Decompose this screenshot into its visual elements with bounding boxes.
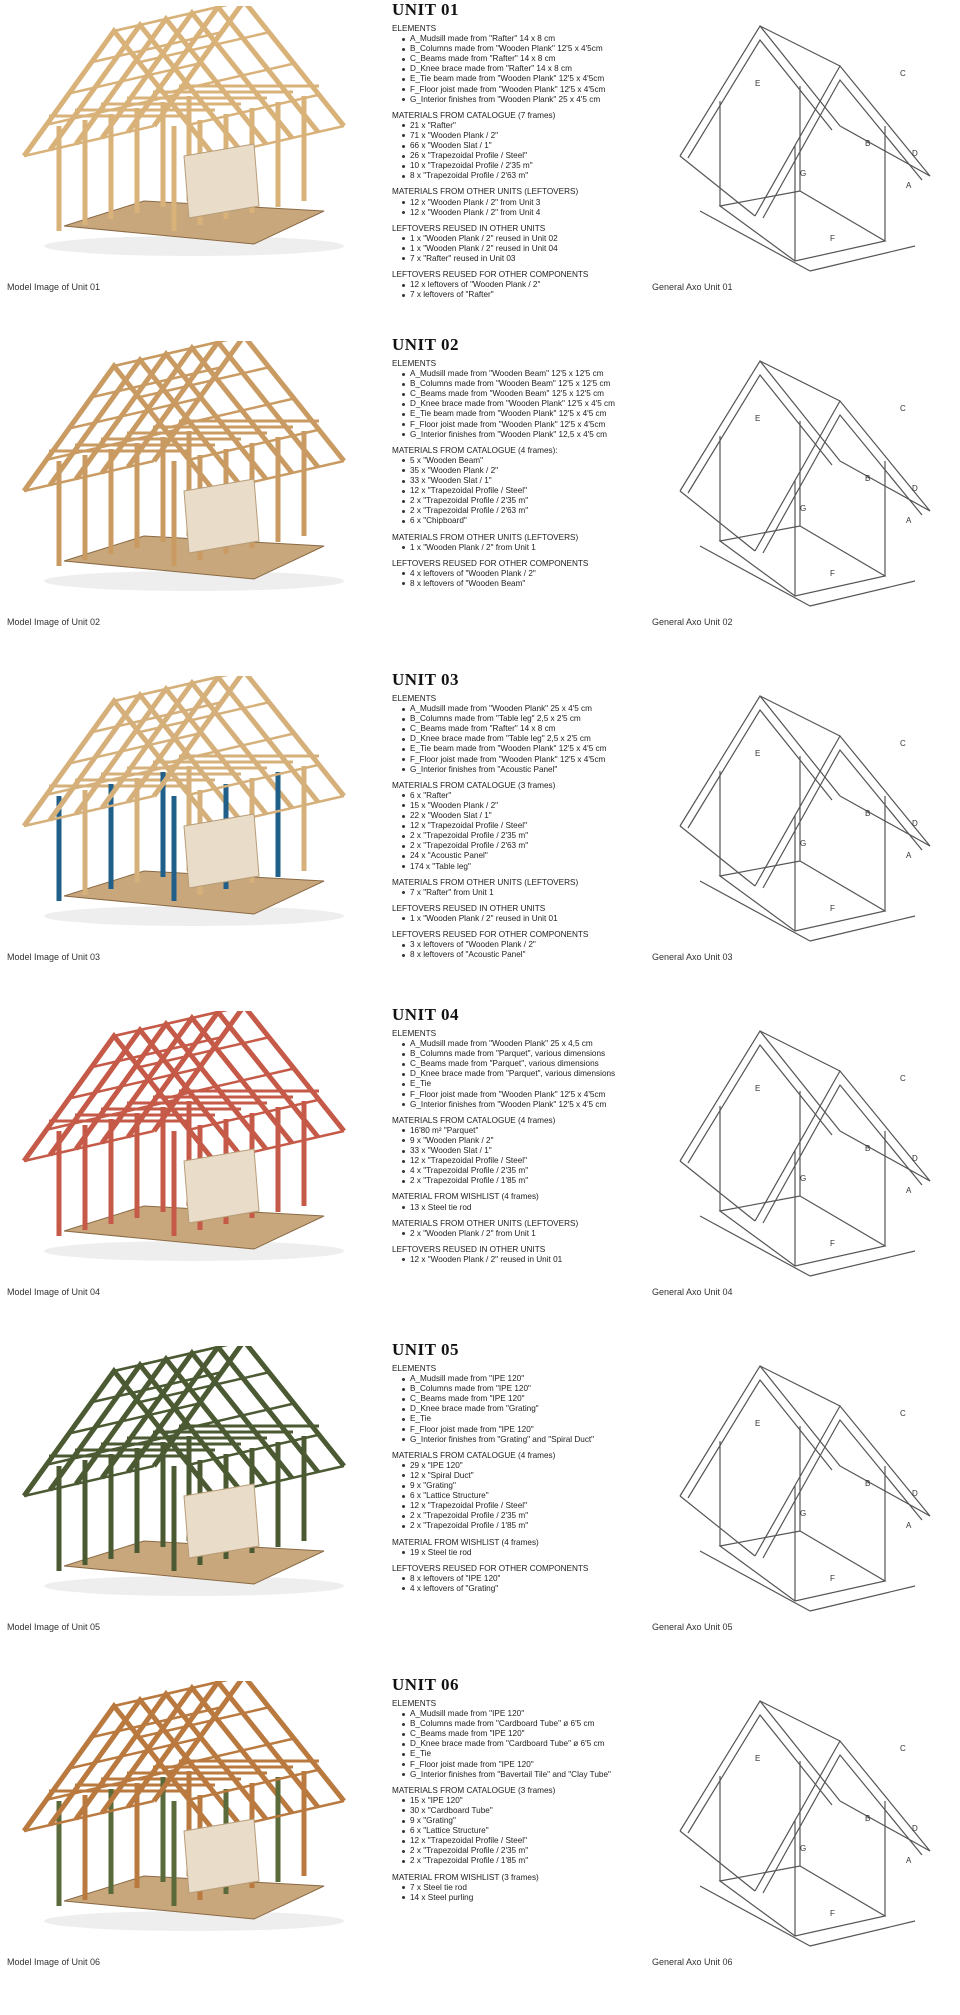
list-item: C_Beams made from "Rafter" 14 x 8 cm xyxy=(402,54,654,64)
axo-label-g: G xyxy=(800,1509,807,1518)
list-item: A_Mudsill made from "IPE 120" xyxy=(402,1374,654,1384)
list-item: A_Mudsill made from "Wooden Plank" 25 x 4,5 cm xyxy=(402,1039,654,1049)
material-list xyxy=(392,888,654,898)
section-heading: ELEMENTS xyxy=(392,694,437,703)
material-section xyxy=(392,224,654,264)
list-item: 8 x leftovers of "Acoustic Panel" xyxy=(402,950,654,960)
material-list xyxy=(392,1796,654,1867)
axo-label-b: B xyxy=(865,1144,871,1153)
axo-label-a: A xyxy=(906,1521,912,1530)
material-section xyxy=(392,1786,654,1867)
list-item: D_Knee brace made from "Parquet", various dimensions xyxy=(402,1069,654,1079)
material-list xyxy=(392,34,654,105)
axo-label-a: A xyxy=(906,1856,912,1865)
list-item: A_Mudsill made from "Wooden Beam" 12'5 x 12'5 cm xyxy=(402,369,654,379)
model-image xyxy=(4,1011,368,1283)
axo-label-f: F xyxy=(830,1574,835,1583)
unit-description xyxy=(392,670,654,966)
axo-drawing xyxy=(680,361,930,606)
axo-label-g: G xyxy=(800,169,807,178)
axo-label-c: C xyxy=(900,1409,906,1418)
list-item: F_Floor joist made from "Wooden Plank" 12'5 x 4'5cm xyxy=(402,85,654,95)
axo-caption: General Axo Unit 01 xyxy=(652,282,733,292)
section-heading: LEFTOVERS REUSED IN OTHER UNITS xyxy=(392,223,546,233)
material-section xyxy=(392,359,654,440)
material-section xyxy=(392,446,654,527)
material-list xyxy=(392,791,654,872)
axo-label-f: F xyxy=(830,1239,835,1248)
list-item: D_Knee brace made from "Grating" xyxy=(402,1404,654,1414)
material-section xyxy=(392,1699,654,1780)
material-list xyxy=(392,121,654,182)
list-item: 29 x "IPE 120" xyxy=(402,1461,654,1471)
section-heading: MATERIAL FROM WISHLIST (4 frames) xyxy=(392,1192,539,1202)
axo-illustration xyxy=(660,1346,960,1618)
material-section xyxy=(392,1451,654,1532)
material-list xyxy=(392,1229,654,1239)
axo-label-d: D xyxy=(912,819,918,828)
list-item: 33 x "Wooden Slat / 1" xyxy=(402,476,654,486)
axo-illustration xyxy=(660,1011,960,1283)
list-item: F_Floor joist made from "Wooden Plank" 12'5 x 4'5cm xyxy=(402,420,654,430)
axo-label-f: F xyxy=(830,1909,835,1918)
model-illustration xyxy=(4,1346,368,1618)
material-section xyxy=(392,1245,654,1265)
list-item: 6 x "Rafter" xyxy=(402,791,654,801)
axo-label-f: F xyxy=(830,569,835,578)
list-item: 2 x "Trapezoidal Profile / 2'63 m" xyxy=(402,841,654,851)
material-list xyxy=(392,914,654,924)
list-item: E_Tie beam made from "Wooden Plank" 12'5 x 4'5cm xyxy=(402,74,654,84)
list-item: C_Beams made from "Wooden Beam" 12'5 x 12'5 cm xyxy=(402,389,654,399)
unit-section-2 xyxy=(0,335,960,655)
axo-label-a: A xyxy=(906,181,912,190)
list-item: G_Interior finishes from "Bavertail Tile" and "Clay Tube" xyxy=(402,1770,654,1780)
section-heading: ELEMENTS xyxy=(392,359,437,368)
model-illustration xyxy=(4,1681,368,1953)
list-item: E_Tie xyxy=(402,1749,654,1759)
axo-drawing xyxy=(680,1366,930,1611)
list-item: 2 x "Trapezoidal Profile / 1'85 m" xyxy=(402,1521,654,1531)
axo-label-e: E xyxy=(755,749,761,758)
list-item: E_Tie beam made from "Wooden Plank" 12'5 x 4'5 cm xyxy=(402,744,654,754)
axo-drawing xyxy=(680,696,930,941)
list-item: E_Tie beam made from "Wooden Plank" 12'5 x 4'5 cm xyxy=(402,409,654,419)
list-item: 24 x "Acoustic Panel" xyxy=(402,851,654,861)
section-heading: LEFTOVERS REUSED IN OTHER UNITS xyxy=(392,1244,546,1254)
section-heading: MATERIAL FROM WISHLIST (4 frames) xyxy=(392,1537,539,1547)
axo-label-a: A xyxy=(906,851,912,860)
material-section xyxy=(392,533,654,553)
list-item: G_Interior finishes from "Wooden Plank" 25 x 4'5 cm xyxy=(402,95,654,105)
section-heading: MATERIALS FROM CATALOGUE (4 frames): xyxy=(392,445,558,455)
section-heading: MATERIAL FROM WISHLIST (3 frames) xyxy=(392,1872,539,1882)
axo-label-g: G xyxy=(800,504,807,513)
section-heading: MATERIALS FROM CATALOGUE (3 frames) xyxy=(392,1785,556,1795)
material-list xyxy=(392,1255,654,1265)
list-item: F_Floor joist made from "IPE 120" xyxy=(402,1425,654,1435)
material-list xyxy=(392,456,654,527)
list-item: 19 x Steel tie rod xyxy=(402,1548,654,1558)
model-caption: Model Image of Unit 03 xyxy=(7,952,101,962)
list-item: B_Columns made from "Wooden Plank" 12'5 x 4'5cm xyxy=(402,44,654,54)
axo-caption: General Axo Unit 03 xyxy=(652,952,733,962)
axo-image xyxy=(660,1681,960,1953)
list-item: E_Tie xyxy=(402,1414,654,1424)
list-item: 4 x leftovers of "Grating" xyxy=(402,1584,654,1594)
model-image xyxy=(4,1346,368,1618)
axo-label-f: F xyxy=(830,904,835,913)
material-section xyxy=(392,1538,654,1558)
axo-label-a: A xyxy=(906,516,912,525)
list-item: C_Beams made from "IPE 120" xyxy=(402,1729,654,1739)
axo-label-f: F xyxy=(830,234,835,243)
model-image xyxy=(4,6,368,278)
list-item: 15 x "IPE 120" xyxy=(402,1796,654,1806)
material-section xyxy=(392,1564,654,1594)
list-item: 12 x leftovers of "Wooden Plank / 2" xyxy=(402,280,654,290)
list-item: G_Interior finishes from "Wooden Plank" 12,5 x 4'5 cm xyxy=(402,430,654,440)
material-list xyxy=(392,369,654,440)
list-item: 2 x "Trapezoidal Profile / 1'85 m" xyxy=(402,1176,654,1186)
axo-image xyxy=(660,341,960,613)
model-image xyxy=(4,341,368,613)
axo-label-c: C xyxy=(900,69,906,78)
material-list xyxy=(392,234,654,264)
list-item: 26 x "Trapezoidal Profile / Steel" xyxy=(402,151,654,161)
unit-title: UNIT 01 xyxy=(392,0,459,19)
material-section xyxy=(392,1192,654,1212)
axo-label-d: D xyxy=(912,149,918,158)
list-item: 1 x "Wooden Plank / 2" from Unit 1 xyxy=(402,543,654,553)
material-list xyxy=(392,569,654,589)
material-section xyxy=(392,1219,654,1239)
axo-caption: General Axo Unit 04 xyxy=(652,1287,733,1297)
model-illustration xyxy=(4,1011,368,1283)
axo-label-b: B xyxy=(865,474,871,483)
list-item: 12 x "Wooden Plank / 2" from Unit 3 xyxy=(402,198,654,208)
axo-image xyxy=(660,6,960,278)
list-item: 10 x "Trapezoidal Profile / 2'35 m" xyxy=(402,161,654,171)
list-item: F_Floor joist made from "IPE 120" xyxy=(402,1760,654,1770)
list-item: 7 x "Rafter" from Unit 1 xyxy=(402,888,654,898)
material-section xyxy=(392,694,654,775)
material-section xyxy=(392,1029,654,1110)
axo-drawing xyxy=(680,1701,930,1946)
list-item: C_Beams made from "IPE 120" xyxy=(402,1394,654,1404)
list-item: D_Knee brace made from "Cardboard Tube" ø 6'5 cm xyxy=(402,1739,654,1749)
list-item: 6 x "Chipboard" xyxy=(402,516,654,526)
list-item: 4 x "Trapezoidal Profile / 2'35 m" xyxy=(402,1166,654,1176)
unit-section-6 xyxy=(0,1675,960,1995)
axo-label-b: B xyxy=(865,1814,871,1823)
section-heading: MATERIALS FROM OTHER UNITS (LEFTOVERS) xyxy=(392,187,579,197)
model-illustration xyxy=(4,676,368,948)
unit-section-3 xyxy=(0,670,960,990)
list-item: A_Mudsill made from "Wooden Plank" 25 x 4'5 cm xyxy=(402,704,654,714)
axo-label-b: B xyxy=(865,1479,871,1488)
list-item: 9 x "Grating" xyxy=(402,1816,654,1826)
material-section xyxy=(392,1116,654,1187)
section-heading: MATERIALS FROM CATALOGUE (3 frames) xyxy=(392,780,556,790)
list-item: 6 x "Lattice Structure" xyxy=(402,1826,654,1836)
list-item: 8 x leftovers of "Wooden Beam" xyxy=(402,579,654,589)
model-illustration xyxy=(4,6,368,278)
list-item: 1 x "Wooden Plank / 2" reused in Unit 01 xyxy=(402,914,654,924)
axo-image xyxy=(660,676,960,948)
material-section xyxy=(392,270,654,300)
axo-label-a: A xyxy=(906,1186,912,1195)
list-item: A_Mudsill made from "Rafter" 14 x 8 cm xyxy=(402,34,654,44)
axo-label-b: B xyxy=(865,809,871,818)
list-item: 35 x "Wooden Plank / 2" xyxy=(402,466,654,476)
list-item: 9 x "Grating" xyxy=(402,1481,654,1491)
material-list xyxy=(392,1126,654,1187)
list-item: 9 x "Wooden Plank / 2" xyxy=(402,1136,654,1146)
material-list xyxy=(392,1574,654,1594)
axo-label-g: G xyxy=(800,1174,807,1183)
axo-label-c: C xyxy=(900,1074,906,1083)
axo-illustration xyxy=(660,341,960,613)
unit-section-1 xyxy=(0,0,960,320)
list-item: 33 x "Wooden Slat / 1" xyxy=(402,1146,654,1156)
model-frame xyxy=(24,676,344,926)
material-list xyxy=(392,1883,654,1903)
axo-label-c: C xyxy=(900,1744,906,1753)
list-item: 66 x "Wooden Slat / 1" xyxy=(402,141,654,151)
list-item: B_Columns made from "Parquet", various dimensions xyxy=(402,1049,654,1059)
axo-label-e: E xyxy=(755,1419,761,1428)
axo-label-c: C xyxy=(900,739,906,748)
list-item: 2 x "Trapezoidal Profile / 2'35 m" xyxy=(402,1846,654,1856)
list-item: 2 x "Trapezoidal Profile / 2'35 m" xyxy=(402,831,654,841)
axo-illustration xyxy=(660,1681,960,1953)
list-item: C_Beams made from "Parquet", various dimensions xyxy=(402,1059,654,1069)
section-heading: LEFTOVERS REUSED FOR OTHER COMPONENTS xyxy=(392,270,589,280)
section-heading: ELEMENTS xyxy=(392,1699,437,1708)
unit-section-5 xyxy=(0,1340,960,1660)
axo-drawing xyxy=(680,26,930,271)
list-item: 12 x "Spiral Duct" xyxy=(402,1471,654,1481)
model-illustration xyxy=(4,341,368,613)
model-image xyxy=(4,676,368,948)
list-item: 12 x "Trapezoidal Profile / Steel" xyxy=(402,821,654,831)
axo-label-g: G xyxy=(800,1844,807,1853)
list-item: 3 x leftovers of "Wooden Plank / 2" xyxy=(402,940,654,950)
material-section xyxy=(392,559,654,589)
model-caption: Model Image of Unit 04 xyxy=(7,1287,101,1297)
list-item: 5 x "Wooden Beam" xyxy=(402,456,654,466)
list-item: 2 x "Trapezoidal Profile / 2'35 m" xyxy=(402,496,654,506)
list-item: B_Columns made from "Wooden Beam" 12'5 x 12'5 cm xyxy=(402,379,654,389)
material-section xyxy=(392,781,654,872)
material-section xyxy=(392,878,654,898)
list-item: G_Interior finishes from "Acoustic Panel" xyxy=(402,765,654,775)
section-heading: ELEMENTS xyxy=(392,1029,437,1038)
model-frame xyxy=(24,6,344,256)
material-list xyxy=(392,198,654,218)
unit-description xyxy=(392,1005,654,1271)
list-item: 30 x "Cardboard Tube" xyxy=(402,1806,654,1816)
axo-label-g: G xyxy=(800,839,807,848)
list-item: 4 x leftovers of "Wooden Plank / 2" xyxy=(402,569,654,579)
material-list xyxy=(392,1039,654,1110)
list-item: D_Knee brace made from "Wooden Plank" 12'5 x 4'5 cm xyxy=(402,399,654,409)
model-caption: Model Image of Unit 06 xyxy=(7,1957,101,1967)
section-heading: ELEMENTS xyxy=(392,1364,437,1373)
material-list xyxy=(392,1203,654,1213)
section-heading: MATERIALS FROM CATALOGUE (4 frames) xyxy=(392,1450,556,1460)
list-item: 6 x "Lattice Structure" xyxy=(402,1491,654,1501)
axo-caption: General Axo Unit 06 xyxy=(652,1957,733,1967)
list-item: B_Columns made from "Table leg" 2,5 x 2'5 cm xyxy=(402,714,654,724)
model-caption: Model Image of Unit 05 xyxy=(7,1622,101,1632)
axo-label-d: D xyxy=(912,1489,918,1498)
axo-image xyxy=(660,1011,960,1283)
list-item: 21 x "Rafter" xyxy=(402,121,654,131)
material-section xyxy=(392,1364,654,1445)
material-list xyxy=(392,1548,654,1558)
list-item: B_Columns made from "IPE 120" xyxy=(402,1384,654,1394)
material-list xyxy=(392,1374,654,1445)
axo-drawing xyxy=(680,1031,930,1276)
list-item: F_Floor joist made from "Wooden Plank" 12'5 x 4'5cm xyxy=(402,755,654,765)
axo-label-e: E xyxy=(755,1754,761,1763)
list-item: E_Tie xyxy=(402,1079,654,1089)
list-item: 2 x "Trapezoidal Profile / 2'63 m" xyxy=(402,506,654,516)
list-item: 2 x "Trapezoidal Profile / 1'85 m" xyxy=(402,1856,654,1866)
list-item: 12 x "Trapezoidal Profile / Steel" xyxy=(402,1836,654,1846)
material-list xyxy=(392,280,654,300)
material-section xyxy=(392,930,654,960)
list-item: 7 x Steel tie rod xyxy=(402,1883,654,1893)
list-item: B_Columns made from "Cardboard Tube" ø 6'5 cm xyxy=(402,1719,654,1729)
section-heading: LEFTOVERS REUSED FOR OTHER COMPONENTS xyxy=(392,1563,589,1573)
list-item: 2 x "Wooden Plank / 2" from Unit 1 xyxy=(402,1229,654,1239)
section-heading: MATERIALS FROM OTHER UNITS (LEFTOVERS) xyxy=(392,877,579,887)
list-item: 13 x Steel tie rod xyxy=(402,1203,654,1213)
unit-section-4 xyxy=(0,1005,960,1325)
list-item: F_Floor joist made from "Wooden Plank" 12'5 x 4'5cm xyxy=(402,1090,654,1100)
section-heading: MATERIALS FROM OTHER UNITS (LEFTOVERS) xyxy=(392,1218,579,1228)
list-item: D_Knee brace made from "Table leg" 2,5 x 2'5 cm xyxy=(402,734,654,744)
list-item: 2 x "Trapezoidal Profile / 2'35 m" xyxy=(402,1511,654,1521)
section-heading: MATERIALS FROM CATALOGUE (4 frames) xyxy=(392,1115,556,1125)
list-item: 7 x "Rafter" reused in Unit 03 xyxy=(402,254,654,264)
unit-title: UNIT 06 xyxy=(392,1675,459,1694)
unit-title: UNIT 04 xyxy=(392,1005,459,1024)
axo-label-e: E xyxy=(755,414,761,423)
material-section xyxy=(392,24,654,105)
list-item: 8 x leftovers of "IPE 120" xyxy=(402,1574,654,1584)
axo-illustration xyxy=(660,6,960,278)
unit-title: UNIT 05 xyxy=(392,1340,459,1359)
material-section xyxy=(392,1873,654,1903)
section-heading: ELEMENTS xyxy=(392,24,437,33)
unit-description xyxy=(392,335,654,595)
axo-label-d: D xyxy=(912,1824,918,1833)
axo-label-d: D xyxy=(912,484,918,493)
list-item: 15 x "Wooden Plank / 2" xyxy=(402,801,654,811)
axo-label-d: D xyxy=(912,1154,918,1163)
section-heading: LEFTOVERS REUSED IN OTHER UNITS xyxy=(392,903,546,913)
list-item: 174 x "Table leg" xyxy=(402,862,654,872)
material-list xyxy=(392,940,654,960)
axo-image xyxy=(660,1346,960,1618)
list-item: 12 x "Wooden Plank / 2" reused in Unit 01 xyxy=(402,1255,654,1265)
unit-description xyxy=(392,1675,654,1909)
list-item: 12 x "Wooden Plank / 2" from Unit 4 xyxy=(402,208,654,218)
axo-label-b: B xyxy=(865,139,871,148)
list-item: 1 x "Wooden Plank / 2" reused in Unit 04 xyxy=(402,244,654,254)
list-item: C_Beams made from "Rafter" 14 x 8 cm xyxy=(402,724,654,734)
axo-caption: General Axo Unit 02 xyxy=(652,617,733,627)
section-heading: MATERIALS FROM CATALOGUE (7 frames) xyxy=(392,110,556,120)
list-item: 1 x "Wooden Plank / 2" reused in Unit 02 xyxy=(402,234,654,244)
model-caption: Model Image of Unit 02 xyxy=(7,617,101,627)
unit-description xyxy=(392,1340,654,1600)
list-item: 12 x "Trapezoidal Profile / Steel" xyxy=(402,1156,654,1166)
section-heading: LEFTOVERS REUSED FOR OTHER COMPONENTS xyxy=(392,929,589,939)
list-item: A_Mudsill made from "IPE 120" xyxy=(402,1709,654,1719)
model-image xyxy=(4,1681,368,1953)
material-section xyxy=(392,111,654,182)
list-item: G_Interior finishes from "Wooden Plank" 12'5 x 4'5 cm xyxy=(402,1100,654,1110)
model-frame xyxy=(24,1011,344,1261)
model-frame xyxy=(24,341,344,591)
model-frame xyxy=(24,1346,344,1596)
list-item: 12 x "Trapezoidal Profile / Steel" xyxy=(402,1501,654,1511)
section-heading: MATERIALS FROM OTHER UNITS (LEFTOVERS) xyxy=(392,532,579,542)
axo-label-e: E xyxy=(755,79,761,88)
axo-label-c: C xyxy=(900,404,906,413)
list-item: 12 x "Trapezoidal Profile / Steel" xyxy=(402,486,654,496)
model-caption: Model Image of Unit 01 xyxy=(7,282,101,292)
material-list xyxy=(392,543,654,553)
unit-title: UNIT 02 xyxy=(392,335,459,354)
section-heading: LEFTOVERS REUSED FOR OTHER COMPONENTS xyxy=(392,558,589,568)
material-section xyxy=(392,904,654,924)
unit-title: UNIT 03 xyxy=(392,670,459,689)
axo-caption: General Axo Unit 05 xyxy=(652,1622,733,1632)
list-item: G_Interior finishes from "Grating" and "Spiral Duct" xyxy=(402,1435,654,1445)
axo-illustration xyxy=(660,676,960,948)
unit-description xyxy=(392,0,654,306)
material-section xyxy=(392,187,654,217)
list-item: 71 x "Wooden Plank / 2" xyxy=(402,131,654,141)
list-item: 7 x leftovers of "Rafter" xyxy=(402,290,654,300)
list-item: 14 x Steel purling xyxy=(402,1893,654,1903)
list-item: D_Knee brace made from "Rafter" 14 x 8 cm xyxy=(402,64,654,74)
list-item: 22 x "Wooden Slat / 1" xyxy=(402,811,654,821)
material-list xyxy=(392,704,654,775)
list-item: 8 x "Trapezoidal Profile / 2'63 m" xyxy=(402,171,654,181)
axo-label-e: E xyxy=(755,1084,761,1093)
list-item: 16'80 m² "Parquet" xyxy=(402,1126,654,1136)
model-frame xyxy=(24,1681,344,1931)
material-list xyxy=(392,1709,654,1780)
material-list xyxy=(392,1461,654,1532)
